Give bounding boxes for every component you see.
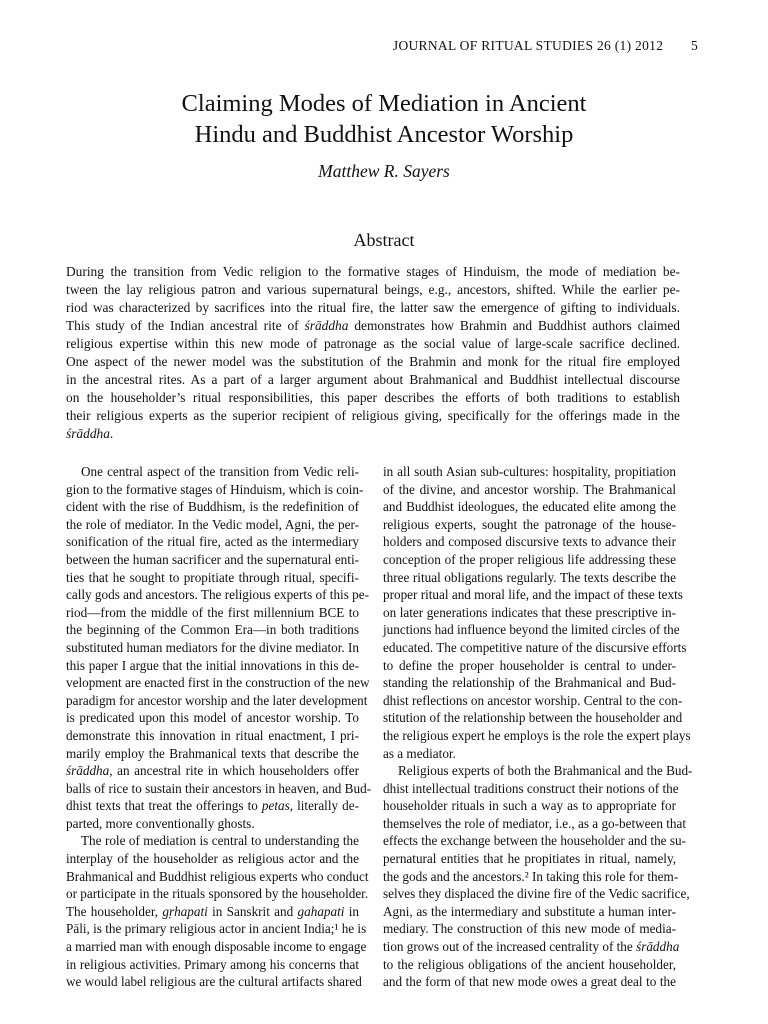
abstract-line: religious expertise within this new mode of patronage as the social value of large-scale sacrifice declined. xyxy=(66,336,680,351)
body-text-line: dhist reflections on ancestor worship. Central to the con- xyxy=(383,692,683,708)
body-text-line: householder rituals in such a way as to appropriate for xyxy=(383,798,676,814)
abstract-body xyxy=(66,263,680,443)
body-column-right xyxy=(383,463,693,991)
body-text-line: tion grows out of the increased centrality of the śrāddha xyxy=(383,939,680,955)
abstract-line: śrāddha. xyxy=(66,426,114,441)
body-text-line: marily employ the Brahmanical texts that describe the xyxy=(66,745,359,761)
body-text-line: selves they displaced the divine fire of the Vedic sacrifice, xyxy=(383,886,690,902)
body-column-left xyxy=(66,463,372,991)
body-text-line: Pāli, is the primary religious actor in ancient India;¹ he is xyxy=(66,921,367,937)
body-text-line: The role of mediation is central to understanding the xyxy=(81,833,359,849)
abstract-line: in the ancestral rites. As a part of a larger argument about Brahmanical and Buddhist intellectual discourse xyxy=(66,372,680,387)
abstract-line: One aspect of the newer model was the substitution of the Brahmin and monk for the ritual fire employed xyxy=(66,354,680,369)
body-text-line: One central aspect of the transition from Vedic reli- xyxy=(81,464,359,479)
body-text-line: is predicated upon this model of ancestor worship. To xyxy=(66,710,359,726)
body-text-line: this paper I argue that the initial innovations in this de- xyxy=(66,657,359,673)
running-header xyxy=(0,38,698,54)
body-text-line: Brahmanical and Buddhist religious experts who conduct xyxy=(66,868,369,884)
body-text-line: holders and composed discursive texts to advance their xyxy=(383,534,676,550)
body-text-line: cally gods and ancestors. The religious experts of this pe- xyxy=(66,587,369,603)
body-text-line: Agni, as the intermediary and substitute a human inter- xyxy=(383,903,676,919)
body-text-line: ties that he sought to propitiate through ritual, specifi- xyxy=(66,569,359,585)
body-text-line: parted, more conventionally ghosts. xyxy=(66,815,255,831)
body-text-line: interplay of the householder as religious actor and the xyxy=(66,851,359,867)
body-text-line: śrāddha, an ancestral rite in which householders offer xyxy=(66,763,359,779)
body-text-line: of the divine, and ancestor worship. The Brahmanical xyxy=(383,481,676,497)
body-text-line: stitution of the relationship between the householder and xyxy=(383,710,683,726)
journal-citation: JOURNAL OF RITUAL STUDIES 26 (1) 2012 xyxy=(392,38,664,53)
body-text-line: in all south Asian sub-cultures: hospitality, propitiation xyxy=(383,464,676,479)
body-text-line: as a mediator. xyxy=(383,745,456,761)
body-text-line: between the human sacrificer and the supernatural enti- xyxy=(66,551,359,567)
body-text-line: the religious expert he employs is the role the expert plays xyxy=(383,727,691,743)
body-text-line: proper ritual and moral life, and the impact of these texts xyxy=(383,587,683,603)
body-text-line: conception of the proper religious life addressing these xyxy=(383,551,676,567)
abstract-line: riod was characterized by sacrifices into the ritual fire, the latter saw the emergence of gifting to individuals. xyxy=(66,300,680,315)
body-text-line: on later generations indicates that these prescriptive in- xyxy=(383,604,676,620)
body-text-line: cident with the rise of Buddhism, is the redefinition of xyxy=(66,499,359,515)
body-text-line: sonification of the ritual fire, acted as the intermediary xyxy=(66,534,359,550)
abstract-heading: Abstract xyxy=(353,230,415,250)
abstract-line: their religious experts as the superior recipient of religious giving, specifically for the offerings made in the xyxy=(66,408,680,423)
abstract-line: on the householder’s ritual responsibilities, this paper describes the efforts of both traditions to establish xyxy=(66,390,680,405)
body-text-line: pernatural entities that he propitiates in ritual, namely, xyxy=(383,851,676,867)
body-text-line: gion to the formative stages of Hinduism, which is coin- xyxy=(66,481,364,497)
body-text-line: paradigm for ancestor worship and the later development xyxy=(66,692,368,708)
body-text-line: effects the exchange between the householder and the su- xyxy=(383,833,686,849)
body-text-line: in religious activities. Primary among his concerns that xyxy=(66,956,359,972)
body-text-line: or participate in the rituals sponsored by the householder. xyxy=(66,886,369,902)
body-text-line: we would label religious are the cultural artifacts shared xyxy=(66,974,362,990)
title-line: Hindu and Buddhist Ancestor Worship xyxy=(194,121,574,148)
body-text-line: themselves the role of mediator, i.e., as a go-between that xyxy=(383,815,687,831)
title-block xyxy=(0,88,768,182)
body-text-line: dhist intellectual traditions construct their notions of the xyxy=(383,780,679,796)
body-text-line: a married man with enough disposable income to engage xyxy=(66,939,367,955)
body-text-line: standing the relationship of the Brahmanical and Bud- xyxy=(383,675,676,691)
body-text-line: demonstrate this innovation in ritual enactment, I pri- xyxy=(66,727,359,743)
title-line: Claiming Modes of Mediation in Ancient xyxy=(181,90,587,117)
author-name: Matthew R. Sayers xyxy=(318,161,450,181)
body-text-line: the gods and the ancestors.² In taking this role for them- xyxy=(383,868,679,884)
abstract-line: During the transition from Vedic religion to the formative stages of Hinduism, the mode of mediation be- xyxy=(66,264,680,279)
body-text-line: mediary. The construction of this new mode of media- xyxy=(383,921,676,937)
abstract-line: tween the lay religious patron and various supernatural beings, e.g., ancestors, shifted. While the earlier pe- xyxy=(66,282,680,297)
body-text-line: and the form of that new mode owes a great deal to the xyxy=(383,974,676,990)
body-text-line: to define the proper householder is central to under- xyxy=(383,657,676,673)
body-text-line: educated. The competitive nature of the discursive efforts xyxy=(383,639,687,655)
body-text-line: religious experts, sought the patronage of the house- xyxy=(383,516,676,532)
body-text-line: riod—from the middle of the first millennium BCE to xyxy=(66,604,359,620)
body-text-line: the role of mediator. In the Vedic model, Agni, the per- xyxy=(66,516,359,532)
body-text-line: Religious experts of both the Brahmanical and the Bud- xyxy=(398,763,693,779)
body-text-line: to the religious obligations of the ancient householder, xyxy=(383,956,676,972)
body-text-line: balls of rice to sustain their ancestors in heaven, and Bud- xyxy=(66,780,372,796)
body-text-line: velopment are enacted first in the construction of the new xyxy=(66,675,370,691)
body-text-line: dhist texts that treat the offerings to petas, literally de- xyxy=(66,798,359,814)
abstract-line: This study of the Indian ancestral rite of śrāddha demonstrates how Brahmin and Buddhist authors claimed xyxy=(66,318,680,333)
body-text-line: three ritual obligations regularly. The texts describe the xyxy=(383,569,676,585)
body-text-line: substituted human mediators for the divine mediator. In xyxy=(66,639,359,655)
body-text-line: The householder, gṛhapati in Sanskrit and gahapati in xyxy=(66,903,359,919)
body-text-line: junctions had influence beyond the limited circles of the xyxy=(383,622,680,638)
page-number: 5 xyxy=(690,38,698,53)
article-title xyxy=(0,88,768,150)
body-text-line: and Buddhist ideologues, the educated elite among the xyxy=(383,499,676,515)
body-text-line: the beginning of the Common Era—in both traditions xyxy=(66,622,359,638)
